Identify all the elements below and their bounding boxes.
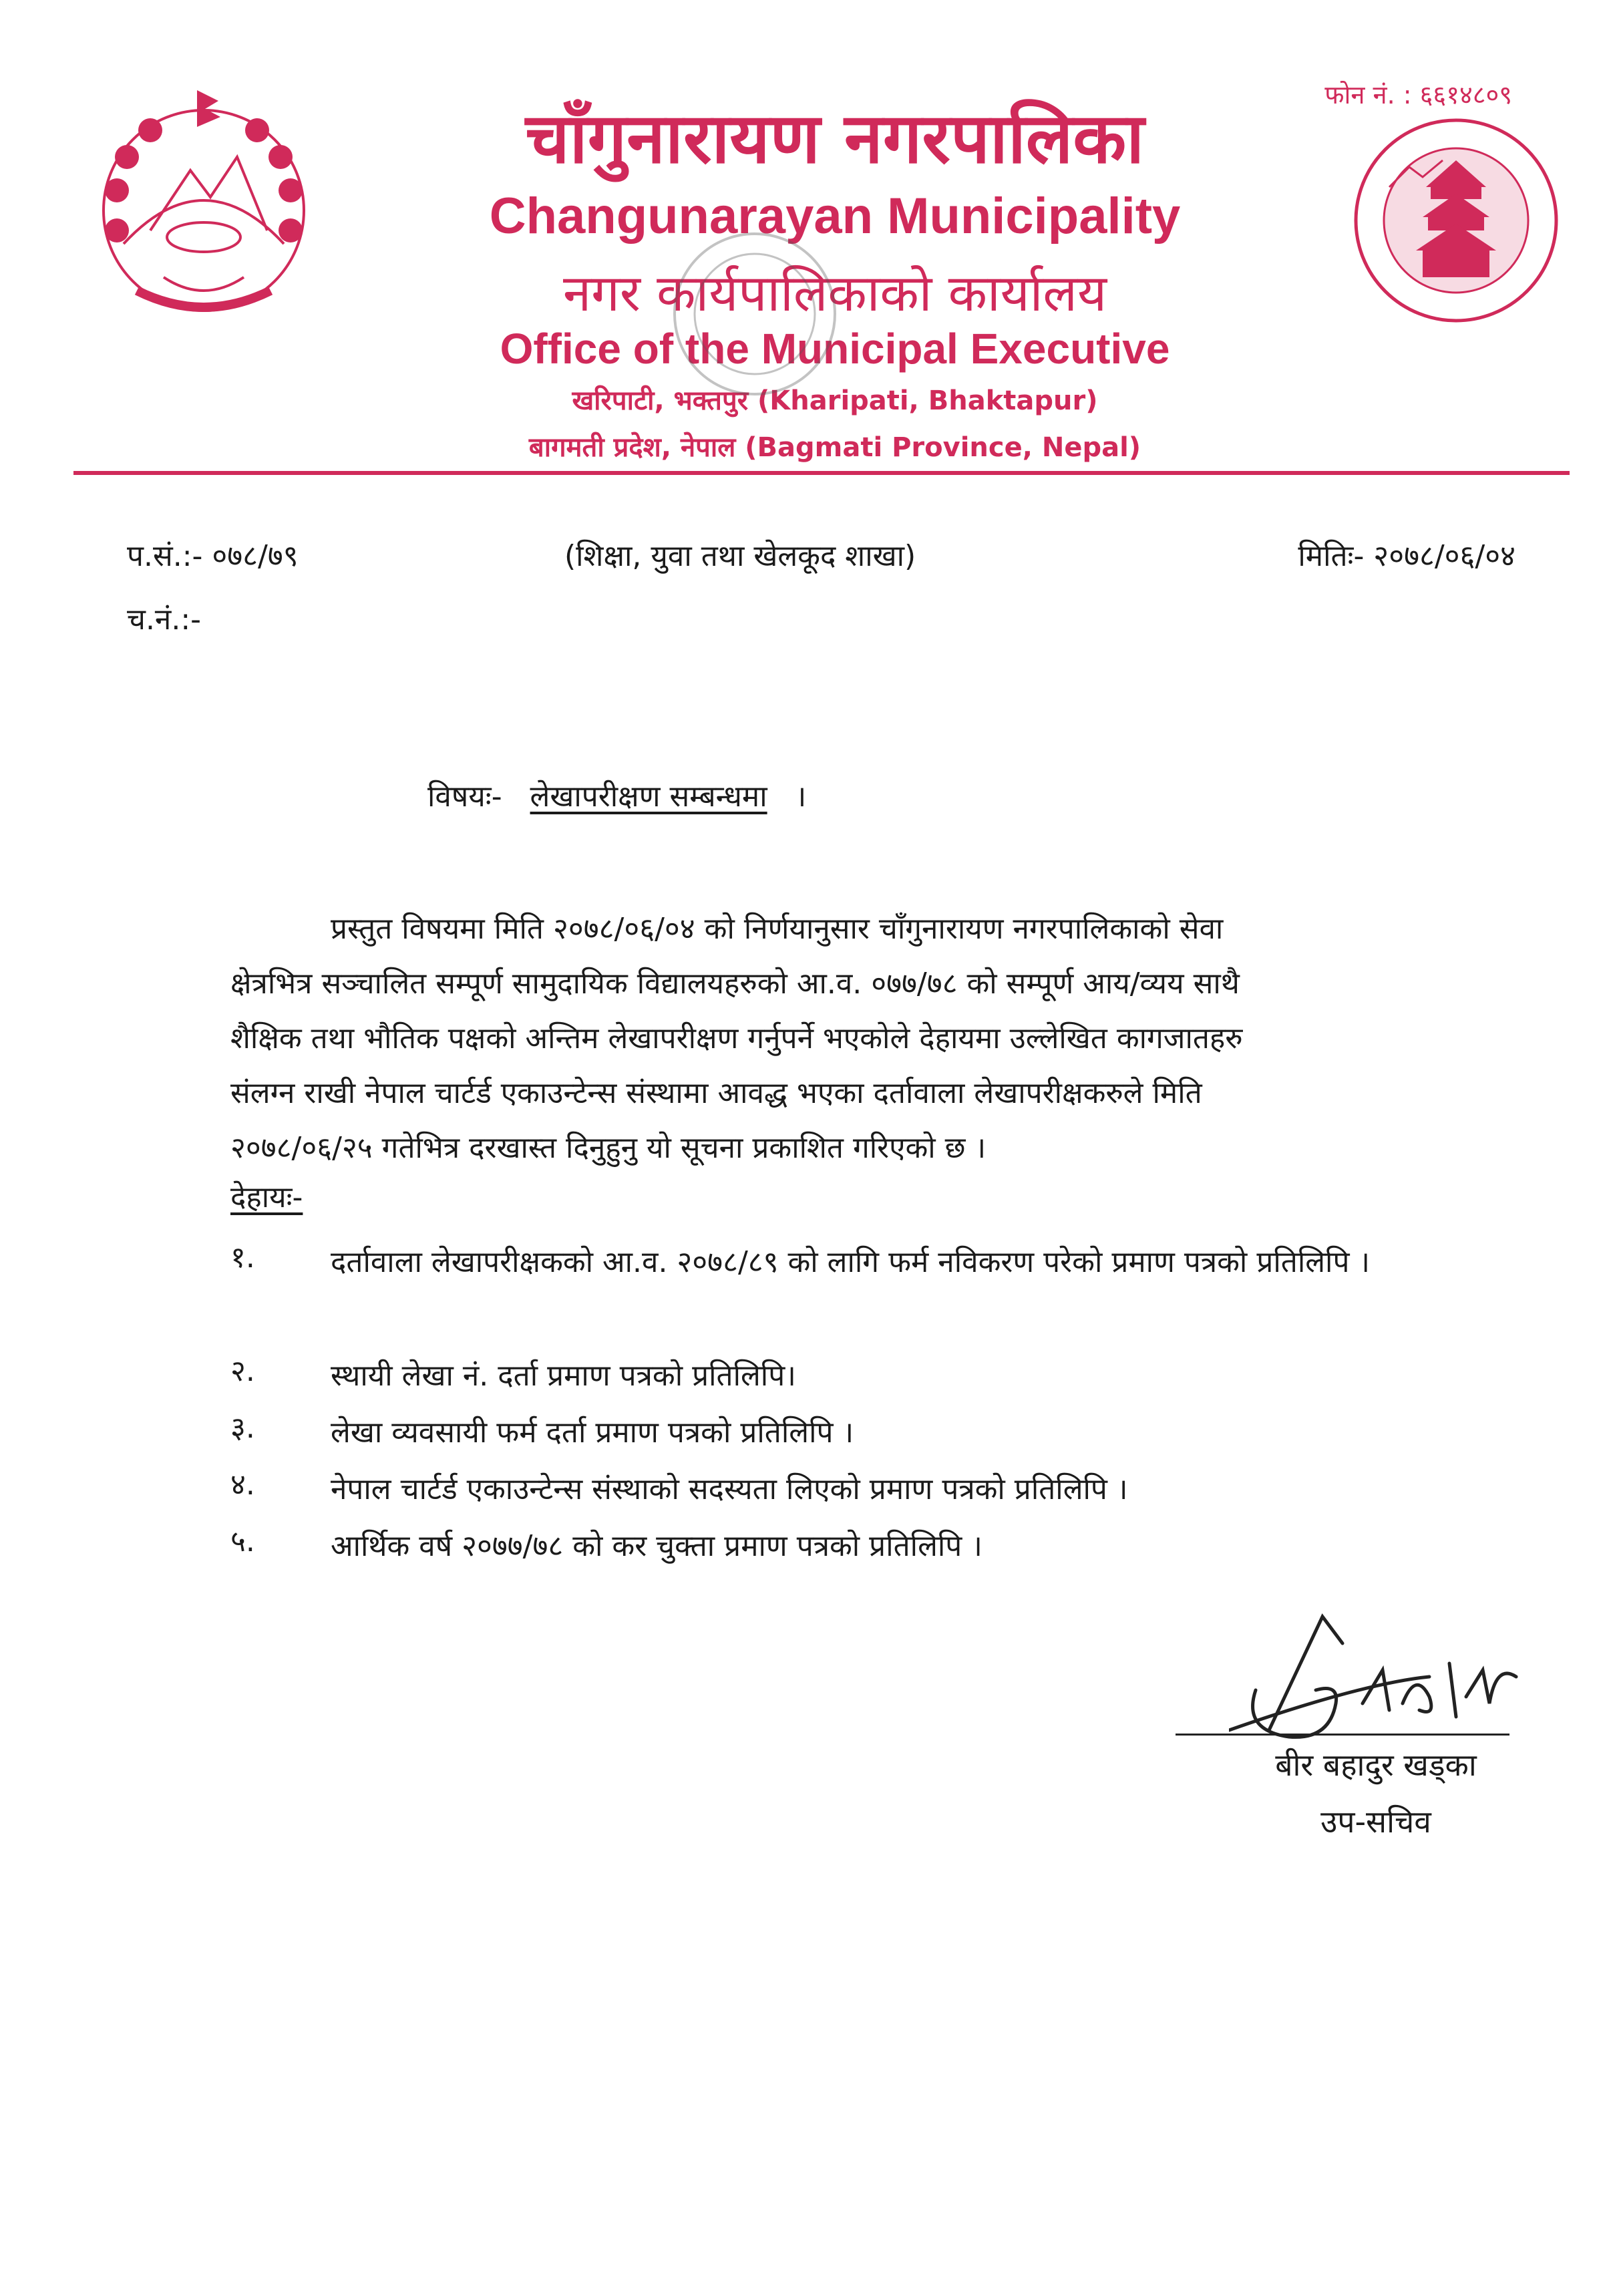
body-line: प्रस्तुत विषयमा मिति २०७८/०६/०४ को निर्णयानुसार चाँगुनारायण नगरपालिकाको सेवा [331, 912, 1224, 946]
dispatch-number: च.नं.:- [127, 603, 202, 637]
list-item-text: नेपाल चार्टर्ड एकाउन्टेन्स संस्थाको सदस्यता लिएको प्रमाण पत्रको प्रतिलिपि । [331, 1472, 1128, 1506]
nepal-emblem-icon [77, 77, 331, 331]
list-item-number: ५. [230, 1524, 255, 1559]
office-name-nepali: नगर कार्यपालिकाको कार्यालय [562, 263, 1107, 323]
body-line: संलग्न राखी नेपाल चार्टर्ड एकाउन्टेन्स संस्थामा आवद्ध भएका दर्तावाला लेखापरीक्षकरुले मिति [230, 1076, 1202, 1110]
municipality-seal-icon [1349, 114, 1563, 327]
letter-date: मितिः- २०७८/०६/०४ [1298, 539, 1515, 573]
header-divider [73, 471, 1570, 475]
body-line: २०७८/०६/२५ गतेभित्र दरखास्त दिनुहुनु यो सूचना प्रकाशित गरिएको छ । [230, 1131, 987, 1165]
subject-line [427, 775, 806, 815]
municipality-name-english: Changunarayan Municipality [489, 188, 1181, 244]
list-item-text: स्थायी लेखा नं. दर्ता प्रमाण पत्रको प्रतिलिपि। [331, 1359, 796, 1393]
list-item-number: १. [230, 1241, 255, 1275]
list-item-number: ४. [230, 1468, 255, 1502]
signatory-title: उप-सचिव [1320, 1804, 1431, 1840]
body-line: क्षेत्रभित्र सञ्चालित सम्पूर्ण सामुदायिक विद्यालयहरुको आ.व. ०७७/७८ को सम्पूर्ण आय/व्यय साथै [230, 967, 1240, 1001]
list-item-number: ३. [230, 1411, 255, 1445]
office-name-english: Office of the Municipal Executive [500, 325, 1170, 373]
list-item-number: २. [230, 1354, 255, 1388]
subject-label: विषयः- [427, 780, 502, 814]
municipality-name-nepali: चाँगुनारायण नगरपालिका [525, 98, 1145, 179]
body-line: शैक्षिक तथा भौतिक पक्षको अन्तिम लेखापरीक्षण गर्नुपर्ने भएकोले देहायमा उल्लेखित कागजातहरु [230, 1021, 1243, 1055]
signature-line [1176, 1734, 1509, 1736]
list-item-text: दर्तावाला लेखापरीक्षकको आ.व. २०७८/८९ को लागि फर्म नविकरण परेको प्रमाण पत्रको प्रतिलिपि । [331, 1245, 1371, 1279]
branch-name: (शिक्षा, युवा तथा खेलकूद शाखा) [564, 539, 916, 573]
list-heading: देहायः- [230, 1180, 303, 1214]
phone-number: फोन नं. : ६६१४८०९ [1324, 80, 1512, 110]
address-line-1: खरिपाटी, भक्तपुर (Kharipati, Bhaktapur) [572, 385, 1098, 416]
signatory-name: बीर बहादुर खड्का [1275, 1747, 1477, 1783]
reference-number: प.सं.:- ०७८/७९ [127, 539, 299, 573]
body-paragraph [230, 902, 1546, 1176]
address-line-2: बागमती प्रदेश, नेपाल (Bagmati Province, Nepal) [528, 432, 1141, 463]
office-stamp-icon [661, 220, 848, 407]
list-item-text: लेखा व्यवसायी फर्म दर्ता प्रमाण पत्रको प्रतिलिपि । [331, 1416, 854, 1450]
list-item-text: आर्थिक वर्ष २०७७/७८ को कर चुक्ता प्रमाण पत्रको प्रतिलिपि । [331, 1529, 982, 1563]
subject-text: लेखापरीक्षण सम्बन्धमा [530, 780, 767, 814]
subject-end: । [795, 780, 807, 814]
